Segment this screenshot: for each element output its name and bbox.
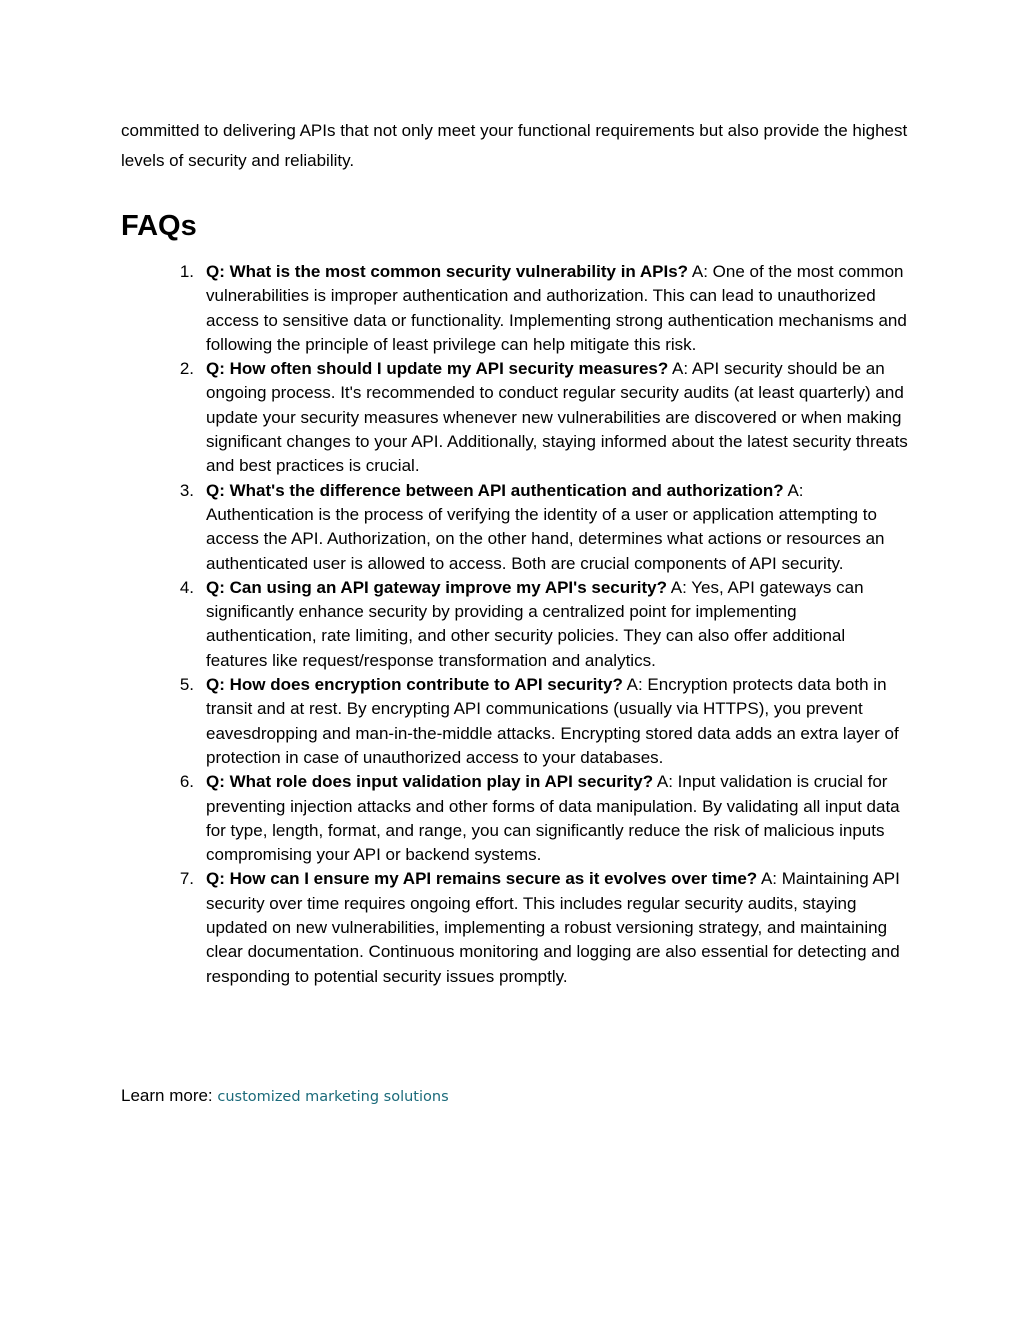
intro-paragraph: committed to delivering APIs that not only meet your functional requirements but also provide the highest levels of security and reliability.: [121, 121, 908, 170]
faq-heading: FAQs: [121, 210, 197, 242]
faq-item: [121, 867, 911, 988]
faq-question: Q: How does encryption contribute to API security?: [206, 675, 623, 695]
faq-item: [121, 479, 911, 576]
faq-item-number: 5.: [179, 675, 194, 695]
faq-answer: A: Maintaining API security over time requires ongoing effort. This includes regular security audits, staying updated on new vulnerabilities, implementing a robust versioning strategy, and maintaining clear documentation. Continuous monitoring and logging are also essential for detecting and responding to potential security issues promptly.: [206, 869, 900, 986]
learn-more-line: [121, 1084, 449, 1109]
faq-item: [121, 576, 911, 673]
faq-question: Q: How can I ensure my API remains secure as it evolves over time?: [206, 869, 758, 889]
faq-item-number: 2.: [179, 359, 194, 379]
faq-question: Q: What is the most common security vulnerability in APIs?: [206, 262, 689, 281]
faq-answer: A: One of the most common vulnerabilities is improper authentication and authorization. This can lead to unauthorized access to sensitive data or functionality. Implementing strong authentication mechanisms and following the principle of least privilege can help mitigate this risk.: [206, 262, 907, 354]
faq-item: [121, 770, 911, 867]
faq-item-number: 6.: [179, 772, 194, 792]
faq-question: Q: How often should I update my API security measures?: [206, 359, 669, 379]
faq-question: Q: Can using an API gateway improve my API's security?: [206, 577, 667, 597]
learn-more-label: Learn more:: [121, 1086, 218, 1105]
faq-item: [121, 260, 911, 357]
faq-item-number: 3.: [179, 480, 194, 500]
faq-answer: A: Input validation is crucial for preventing injection attacks and other forms of data manipulation. By validating all input data for type, length, format, and range, you can significantly reduce the risk of malicious inputs compromising your API or backend systems.: [206, 772, 900, 865]
customized-marketing-solutions-link[interactable]: customized marketing solutions: [217, 1089, 449, 1105]
faq-item-number: 7.: [179, 869, 194, 889]
faq-list: [121, 260, 911, 989]
faq-answer: A: Yes, API gateways can significantly enhance security by providing a centralized point for implementing authentication, rate limiting, and other security policies. They can also offer additional features like request/response transformation and analytics.: [206, 577, 864, 670]
faq-item-number: 1.: [179, 262, 194, 281]
faq-question: Q: What's the difference between API authentication and authorization?: [206, 480, 784, 500]
faq-answer: A: Authentication is the process of verifying the identity of a user or application attempting to access the API. Authorization, on the other hand, determines what actions or resources an authenticated user is allowed to access. Both are crucial components of API security.: [206, 480, 885, 573]
faq-answer: A: API security should be an ongoing process. It's recommended to conduct regular security audits (at least quarterly) and update your security measures whenever new vulnerabilities are discovered or when making significant changes to your API. Additionally, staying informed about the latest security threats and best practices is crucial.: [206, 359, 908, 476]
faq-item: [121, 357, 911, 478]
document-page: [121, 116, 911, 1105]
faq-item: [121, 673, 911, 770]
faq-question: Q: What role does input validation play in API security?: [206, 772, 654, 792]
faq-answer: A: Encryption protects data both in transit and at rest. By encrypting API communications (usually via HTTPS), you prevent eavesdropping and man-in-the-middle attacks. Encrypting stored data adds an extra layer of protection in case of unauthorized access to your databases.: [206, 675, 899, 767]
faq-item-number: 4.: [179, 577, 194, 597]
